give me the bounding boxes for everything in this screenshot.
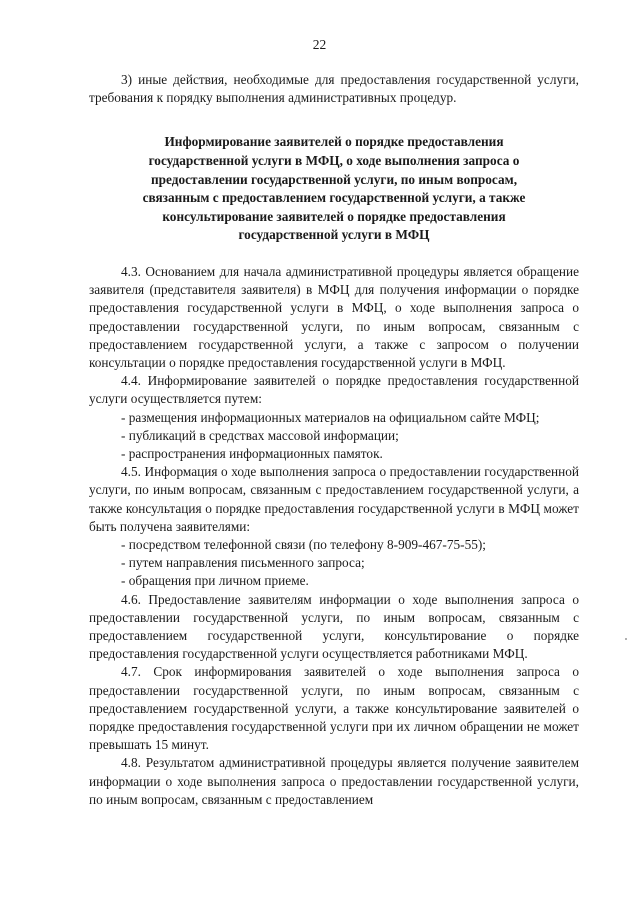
heading-line: предоставлении государственной услуги, по иным вопросам, [150, 171, 518, 187]
heading-line: Информирование заявителей о порядке предоставления [164, 134, 504, 150]
list-item: - путем направления письменного запроса; [121, 555, 365, 571]
paragraph-4-8: 4.8. Результатом административной процедуры является получение заявителем информации о ходе выполнения запроса о предоставлении государственной услуги, по иным вопросам, связанным с предоставлением [89, 755, 579, 807]
paragraph-4-5: 4.5. Информация о ходе выполнения запроса о предоставлении государственной услуги, по иным вопросам, связанным с предоставлением государственной услуги, а также консультация о порядке предоставления государственной услуги в МФЦ может быть получена заявителями: [89, 464, 579, 534]
heading-line: государственной услуги в МФЦ [238, 227, 430, 243]
paragraph-4-6: 4.6. Предоставление заявителям информации о ходе выполнения запроса о предоставлении государственной услуги, по иным вопросам, связанным с предоставлением государственной услуги, консультирование о порядке предоставления государственной услуги осуществляется работниками МФЦ. [89, 591, 579, 662]
heading-line: связанным с предоставлением государственной услуги, а также [142, 190, 526, 206]
paragraph-4-7: 4.7. Срок информирования заявителей о ходе выполнения запроса о предоставлении государственной услуги, по иным вопросам, связанным с предоставлением государственной услуги, а также консультирование заявителей о порядке предоставления государственной услуги при их личном обращении не может превышать 15 минут. [89, 664, 579, 753]
document-body [89, 71, 579, 809]
heading-line: государственной услуги в МФЦ, о ходе выполнения запроса о [148, 153, 520, 168]
heading-line: консультирование заявителей о порядке предоставления [162, 208, 506, 224]
paragraph-4-4: 4.4. Информирование заявителей о порядке предоставления государственной услуги осуществляется путем: [89, 373, 579, 407]
paragraph-4-3: 4.3. Основанием для начала административной процедуры является обращение заявителя (представителя заявителя) в МФЦ для получения информации о порядке предоставления государственной услуги в МФЦ, о ходе выполнения запроса о предоставлении государственной услуги, по иным вопросам, связанным с предоставлением государственной услуги, а также с запросом о получении консультации о порядке предоставления государственной услуги в МФЦ. [89, 263, 579, 370]
list-item: - размещения информационных материалов на официальном сайте МФЦ; [121, 409, 540, 425]
list-item: - посредством телефонной связи (по телефону 8-909-467-75-55); [121, 537, 486, 553]
list-item: - обращения при личном приеме. [121, 573, 309, 589]
list-item: - публикаций в средствах массовой информации; [121, 427, 399, 443]
page-number: 22 [312, 37, 327, 52]
intro-paragraph: 3) иные действия, необходимые для предоставления государственной услуги, требования к порядку выполнения административных процедур. [89, 72, 579, 106]
list-item: - распространения информационных памяток. [121, 446, 383, 461]
section-heading [89, 133, 579, 245]
scan-mark [625, 638, 627, 640]
